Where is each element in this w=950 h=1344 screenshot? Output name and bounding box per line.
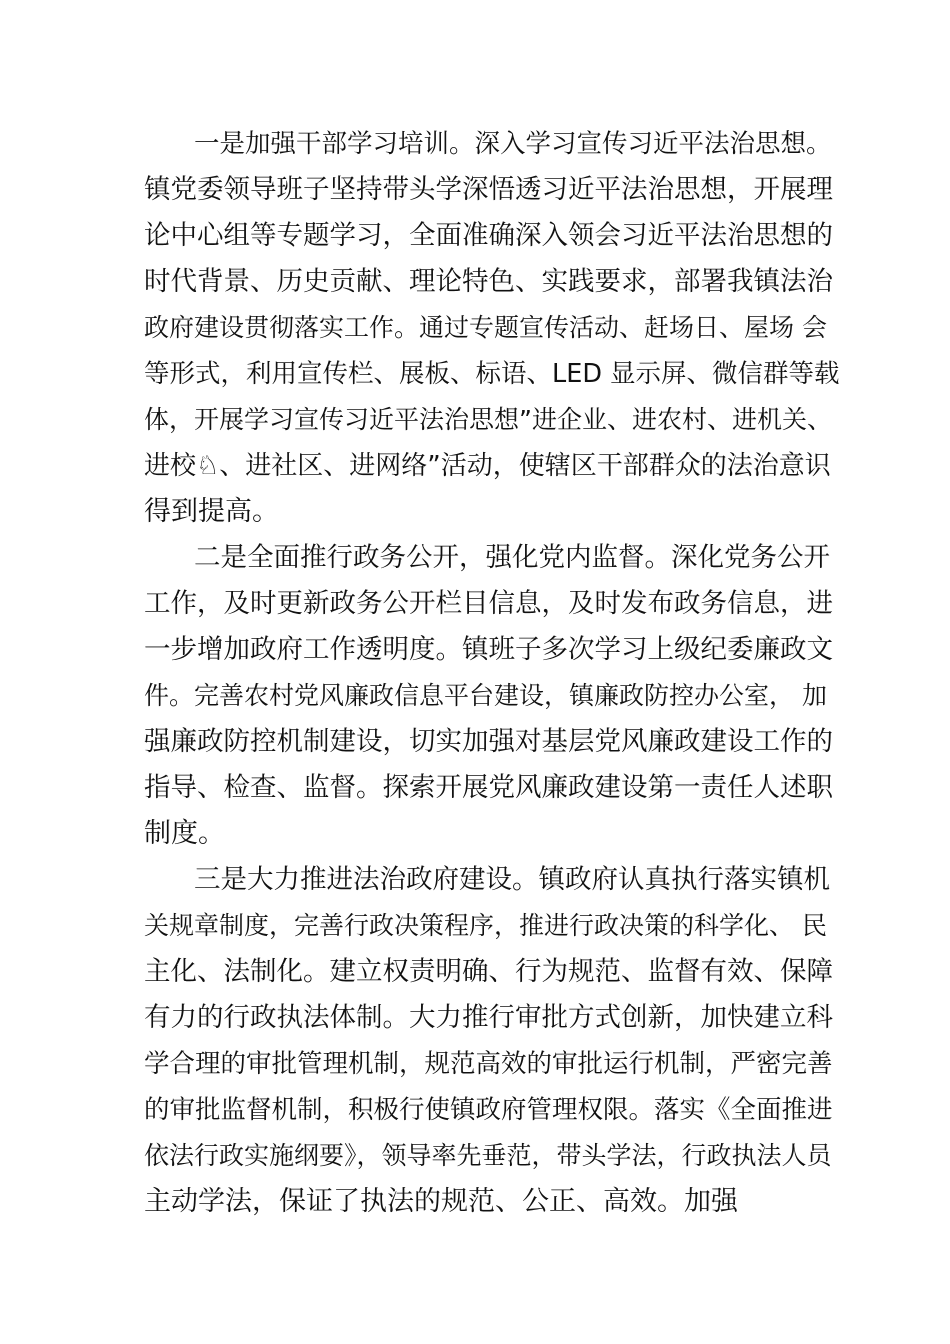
text-line: 等形式，利用宣传栏、展板、标语、LED 显示屏、微信群等载 (144, 359, 840, 389)
text-line: 二是全面推行政务公开，强化党内监督。深化党务公开 (194, 542, 830, 573)
text-line: 强廉政防控机制建设，切实加强对基层党风廉政建设工作的 (144, 726, 833, 757)
text-line: 时代背景、历史贡献、理论特色、实践要求，部署我镇法治 (144, 266, 833, 297)
text-line: 政府建设贯彻落实工作。通过专题宣传活动、赶场日、屋场 会 (144, 313, 827, 342)
text-line: 镇党委领导班子坚持带头学深悟透习近平法治思想，开展理 (144, 174, 833, 205)
text-line: 依法行政实施纲要》，领导率先垂范，带头学法，行政执法人员 (144, 1141, 832, 1170)
text-line: 关规章制度，完善行政决策程序，推进行政决策的科学化、 民 (144, 911, 827, 940)
text-line: 一步增加政府工作透明度。镇班子多次学习上级纪委廉政文 (144, 634, 833, 665)
text-line: 论中心组等专题学习，全面准确深入领会习近平法治思想的 (144, 220, 833, 251)
text-line: 的审批监督机制，积极行使镇政府管理权限。落实《全面推进 (144, 1095, 833, 1125)
text-line: 一是加强干部学习培训。深入学习宣传习近平法治思想。 (194, 129, 832, 159)
text-line: 主化、法制化。建立权责明确、行为规范、监督有效、保障 (144, 956, 833, 987)
text-line: 体，开展学习宣传习近平法治思想”进企业、进农村、进机关、 (144, 405, 832, 434)
text-line: 主动学法，保证了执法的规范、公正、高效。加强 (144, 1186, 738, 1217)
text-line: 指导、检查、监督。探索开展党风廉政建设第一责任人述职 (144, 772, 833, 803)
text-line: 有力的行政执法体制。大力推行审批方式创新，加快建立科 (144, 1002, 833, 1033)
text-line: 件。完善农村党风廉政信息平台建设，镇廉政防控办公室， 加 (144, 681, 827, 710)
text-line: 得到提高。 (144, 496, 279, 527)
text-line: 学合理的审批管理机制，规范高效的审批运行机制，严密完善 (144, 1049, 833, 1079)
text-line: 进校♘、进社区、进网络”活动，使辖区干部群众的法治意识 (144, 451, 831, 481)
text-line: 制度。 (144, 818, 225, 849)
text-line: 三是大力推进法治政府建设。镇政府认真执行落实镇机 (194, 864, 830, 895)
text-line: 工作，及时更新政务公开栏目信息，及时发布政务信息，进 (144, 588, 833, 619)
